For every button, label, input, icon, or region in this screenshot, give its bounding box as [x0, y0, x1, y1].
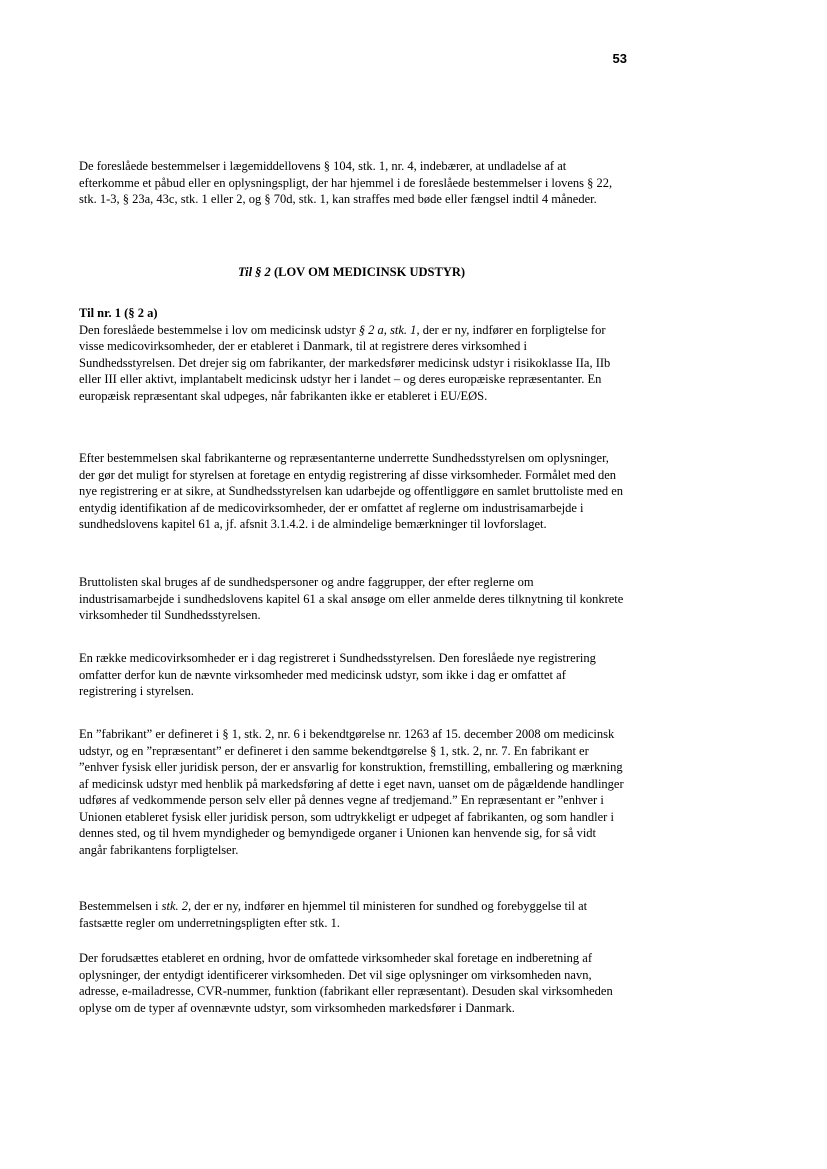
- paragraph-text: , der er ny, indfører en forpligtelse for visse medicovirksomheder, der er etableret i Danmark, til at registrere deres virksomhed i Sundhedsstyrelsen. Det drejer sig om fabrikanter, der markedsfører medicinsk udstyr i risikoklasse IIa, IIb eller III eller aktivt, implantabelt medicinsk udstyr her i landet – og deres europæiske repræsentanter. En europæisk repræsentant skal udpeges, når fabrikanten ikke er etableret i EU/EØS.: [79, 322, 611, 403]
- paragraph-existing-registration: [79, 650, 624, 700]
- section-heading: [79, 264, 624, 281]
- paragraph-text: der er ny, indfører en hjemmel til ministeren for sundhed og forebyggelse til at fastsætte regler om underretningspligten efter stk. 1.: [79, 899, 588, 930]
- page-number: 53: [612, 51, 627, 66]
- paragraph-grossliste: [79, 574, 624, 624]
- paragraph-text: Bestemmelsen i: [79, 899, 162, 913]
- paragraph-text: Der forudsættes etableret en ordning, hvor de omfattede virksomheder skal foretage en indberetning af oplysninger, der entydigt identificerer virksomheden. Det vil sige oplysninger om virksomheden navn, adresse, e-mailadresse, CVR-nummer, funktion (fabrikant eller repræsentant). Desuden skal virksomheden oplyse om de typer af ovennævnte udstyr, som virksomheden markedsfører i Danmark.: [79, 951, 613, 1015]
- paragraph-text: Bruttolisten skal bruges af de sundhedspersoner og andre faggrupper, der efter reglerne om industrisamarbejde i sundhedslovens kapitel 61 a skal ansøge om eller anmelde deres tilknytning til konkrete virksomheder til Sundhedsstyrelsen.: [79, 575, 624, 622]
- paragraph-text: Efter bestemmelsen skal fabrikanterne og repræsentanterne underrette Sundhedsstyrelsen om oplysninger, der gør det muligt for styrelsen at foretage en entydig registrering af disse virksomheder. Formålet med den nye registrering er at sikre, at Sundhedsstyrelsen kan udarbejde og offentliggøre en samlet bruttoliste med en entydig identifikation af de medicovirksomheder, der er omfattet af reglerne om industrisamarbejde i sundhedslovens kapitel 61 a, jf. afsnit 3.1.4.2. i de almindelige bemærkninger til lovforslaget.: [79, 451, 624, 531]
- section-heading-italic: Til § 2: [237, 265, 271, 279]
- paragraph-text: [79, 898, 624, 931]
- subsection-heading: Til nr. 1 (§ 2 a): [79, 306, 158, 320]
- paragraph-text: En ”fabrikant” er defineret i § 1, stk. 2, nr. 6 i bekendtgørelse nr. 1263 af 15. december 2008 om medicinsk udstyr, og en ”repræsentant” er defineret i den samme bekendtgørelse § 1, stk. 2, nr. 7. En fabrikant er ”enhver fysisk eller juridisk person, der er ansvarlig for konstruktion, fremstilling, emballering og mærkning af medicinsk udstyr med henblik på markedsføring af dette i eget navn, uanset om de pågældende handlinger udføres af vedkommende person selv eller på dennes vegne af tredjemand.” En repræsentant er ”enhver i Unionen etableret fysisk eller juridisk person, som udtrykkeligt er udpeget af fabrikanten, og som handler i dennes sted, og til hvem myndigheder og bemyndigede organer i Unionen kan henvende sig, for så vidt angår fabrikantens forpligtelser.: [79, 727, 624, 857]
- paragraph-stk2: [79, 898, 624, 931]
- paragraph-reference: § 2 a, stk. 1: [358, 322, 417, 337]
- subsection-nr1: [79, 305, 624, 404]
- paragraph-definitions: [79, 726, 624, 858]
- paragraph-scheme: [79, 950, 624, 1016]
- paragraph-penalty: [79, 158, 624, 208]
- paragraph-registration: [79, 322, 624, 405]
- paragraph-reference: stk. 2,: [161, 899, 192, 913]
- paragraph-text: Den foreslåede bestemmelse i lov om medicinsk udstyr: [79, 322, 359, 337]
- paragraph-text: En række medicovirksomheder er i dag registreret i Sundhedsstyrelsen. Den foreslåede nye registrering omfatter derfor kun de nævnte virksomheder med medicinsk udstyr, som ikke i dag er omfattet af registrering i styrelsen.: [79, 651, 596, 698]
- section-heading-bold: (LOV OM MEDICINSK UDSTYR): [270, 265, 466, 279]
- paragraph-purpose: [79, 450, 624, 533]
- paragraph-text: De foreslåede bestemmelser i lægemiddellovens § 104, stk. 1, nr. 4, indebærer, at undladelse af at efterkomme et påbud eller en oplysningspligt, der har hjemmel i de foreslåede bestemmelser i lovens § 22, stk. 1-3, § 23a, 43c, stk. 1 eller 2, og § 70d, stk. 1, kan straffes med bøde eller fængsel indtil 4 måneder.: [79, 159, 613, 206]
